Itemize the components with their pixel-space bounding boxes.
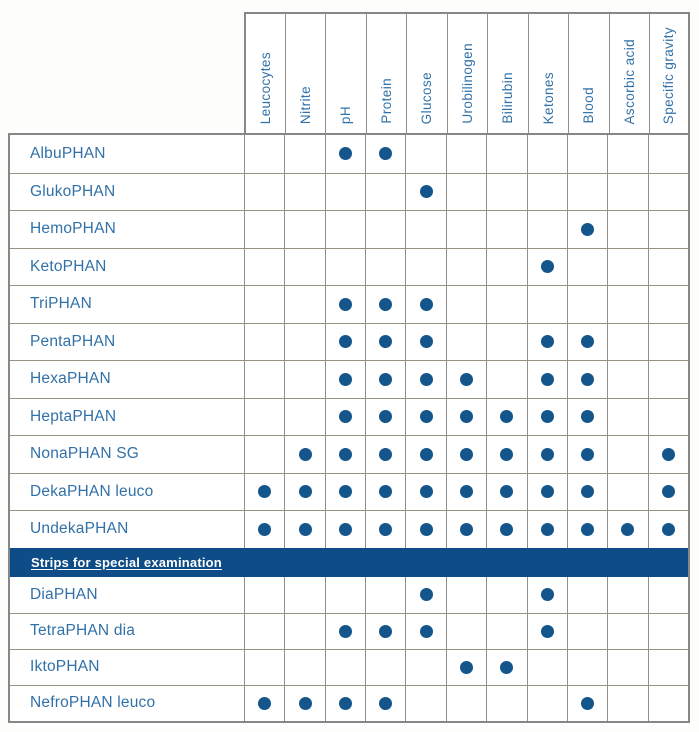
dot-marker [420, 373, 433, 386]
matrix-cell [365, 249, 405, 286]
matrix-cell [567, 511, 607, 548]
matrix-cell [405, 511, 445, 548]
matrix-cell [486, 399, 526, 436]
dot-marker [379, 448, 392, 461]
dot-marker [420, 588, 433, 601]
matrix-cell [527, 650, 567, 685]
matrix-cell [365, 474, 405, 511]
column-header [609, 12, 650, 133]
dot-marker [541, 588, 554, 601]
dot-marker [420, 523, 433, 536]
column-header-label: Nitrite [297, 85, 313, 124]
dot-marker [379, 147, 392, 160]
matrix-cell [648, 135, 688, 173]
dot-marker [541, 448, 554, 461]
matrix-cell [607, 361, 647, 398]
dot-marker [379, 298, 392, 311]
matrix-cell [365, 286, 405, 323]
matrix-cell [527, 474, 567, 511]
table-row [10, 210, 688, 248]
matrix-cell [244, 361, 284, 398]
matrix-cell [567, 211, 607, 248]
matrix-body [8, 133, 690, 723]
row-label: GlukoPHAN [30, 182, 116, 200]
matrix-cell [325, 614, 365, 649]
section-header-label: Strips for special examination [31, 554, 222, 570]
dot-marker [581, 223, 594, 236]
matrix-cell [244, 650, 284, 685]
dot-marker [299, 448, 312, 461]
column-header [447, 12, 488, 133]
dot-marker [541, 410, 554, 423]
dot-marker [460, 523, 473, 536]
matrix-cell [446, 249, 486, 286]
dot-marker [379, 485, 392, 498]
dot-marker [500, 661, 513, 674]
table-row [10, 398, 688, 436]
matrix-cell [244, 474, 284, 511]
matrix-cell [607, 135, 647, 173]
row-label: NefroPHAN leuco [30, 694, 156, 711]
matrix-cell [607, 474, 647, 511]
matrix-cell [244, 436, 284, 473]
matrix-cell [284, 686, 324, 721]
matrix-cell [244, 614, 284, 649]
dot-marker [500, 523, 513, 536]
matrix-cell [244, 324, 284, 361]
matrix-cell [365, 436, 405, 473]
dot-marker [460, 448, 473, 461]
table-row [10, 173, 688, 211]
matrix-cell [486, 436, 526, 473]
dot-marker [339, 448, 352, 461]
table-row [10, 360, 688, 398]
dot-marker [339, 147, 352, 160]
dot-marker [299, 485, 312, 498]
matrix-cell [607, 174, 647, 211]
matrix-cell [284, 135, 324, 173]
dot-marker [541, 373, 554, 386]
matrix-cell [648, 286, 688, 323]
dot-marker [420, 410, 433, 423]
matrix-cell [607, 249, 647, 286]
matrix-cell [405, 135, 445, 173]
matrix-cell [567, 324, 607, 361]
matrix-cell [244, 249, 284, 286]
matrix-cell [607, 650, 647, 685]
column-header-label: Glucose [419, 71, 435, 124]
matrix-cell [365, 614, 405, 649]
matrix-cell [325, 686, 365, 721]
matrix-cell [365, 211, 405, 248]
matrix-cell [446, 324, 486, 361]
column-header [649, 12, 690, 133]
dot-marker [339, 410, 352, 423]
column-header [406, 12, 447, 133]
matrix-cell [527, 361, 567, 398]
dot-marker [581, 523, 594, 536]
matrix-cell [486, 286, 526, 323]
matrix-cell [244, 577, 284, 613]
matrix-cell [527, 211, 567, 248]
matrix-cell [567, 249, 607, 286]
table-row [10, 248, 688, 286]
dot-marker [581, 335, 594, 348]
column-header-label: Ketones [540, 71, 556, 124]
matrix-cell [527, 614, 567, 649]
matrix-cell [567, 614, 607, 649]
matrix-cell [648, 436, 688, 473]
column-header [487, 12, 528, 133]
matrix-cell [527, 511, 567, 548]
matrix-cell [325, 324, 365, 361]
table-row [10, 285, 688, 323]
matrix-cell [648, 474, 688, 511]
matrix-cell [607, 211, 647, 248]
matrix-cell [567, 577, 607, 613]
dot-marker [299, 697, 312, 710]
dot-marker [460, 661, 473, 674]
matrix-cell [244, 686, 284, 721]
row-label: UndekaPHAN [30, 520, 129, 538]
matrix-cell [486, 577, 526, 613]
matrix-cell [365, 577, 405, 613]
matrix-cell [405, 614, 445, 649]
row-label: HeptaPHAN [30, 407, 117, 425]
row-label: TetraPHAN dia [30, 622, 136, 639]
dot-marker [581, 485, 594, 498]
dot-marker [258, 485, 271, 498]
matrix-cell [486, 361, 526, 398]
matrix-cell [607, 399, 647, 436]
matrix-cell [446, 174, 486, 211]
matrix-cell [446, 511, 486, 548]
column-header [285, 12, 326, 133]
matrix-cell [446, 474, 486, 511]
matrix-cell [284, 286, 324, 323]
matrix-cell [567, 686, 607, 721]
dot-marker [581, 697, 594, 710]
column-header-label: Ascorbic acid [621, 38, 637, 124]
matrix-cell [325, 511, 365, 548]
dot-marker [379, 697, 392, 710]
matrix-cell [486, 249, 526, 286]
matrix-cell [325, 399, 365, 436]
row-label: PentaPHAN [30, 332, 116, 350]
matrix-cell [325, 174, 365, 211]
dot-marker [662, 485, 675, 498]
matrix-cell [325, 650, 365, 685]
row-label: DiaPHAN [30, 585, 98, 603]
dot-marker [420, 485, 433, 498]
matrix-cell [648, 686, 688, 721]
matrix-cell [405, 399, 445, 436]
dot-marker [581, 410, 594, 423]
matrix-cell [648, 650, 688, 685]
dot-marker [500, 448, 513, 461]
column-header-label: Leucocytes [257, 51, 273, 124]
dot-marker [258, 697, 271, 710]
matrix-cell [648, 174, 688, 211]
dot-marker [541, 335, 554, 348]
matrix-cell [486, 324, 526, 361]
matrix-cell [446, 286, 486, 323]
matrix-cell [325, 577, 365, 613]
dot-marker [339, 697, 352, 710]
dot-marker [339, 523, 352, 536]
column-header [528, 12, 569, 133]
dot-marker [460, 373, 473, 386]
matrix-cell [325, 135, 365, 173]
table-row [10, 510, 688, 548]
matrix-cell [648, 614, 688, 649]
dot-marker [339, 485, 352, 498]
matrix-cell [607, 614, 647, 649]
dot-marker [541, 625, 554, 638]
table-row [10, 685, 688, 721]
table-row [10, 135, 688, 173]
matrix-cell [244, 135, 284, 173]
dot-marker [460, 485, 473, 498]
matrix-cell [365, 361, 405, 398]
matrix-cell [325, 249, 365, 286]
dot-marker [420, 185, 433, 198]
matrix-cell [527, 174, 567, 211]
dot-marker [621, 523, 634, 536]
matrix-cell [284, 249, 324, 286]
matrix-cell [325, 361, 365, 398]
matrix-cell [284, 511, 324, 548]
matrix-cell [284, 211, 324, 248]
matrix-cell [446, 650, 486, 685]
matrix-cell [446, 436, 486, 473]
dot-marker [339, 625, 352, 638]
matrix-cell [648, 361, 688, 398]
dot-marker [420, 625, 433, 638]
matrix-cell [284, 614, 324, 649]
row-label: NonaPHAN SG [30, 445, 140, 463]
matrix-cell [648, 324, 688, 361]
matrix-cell [486, 474, 526, 511]
matrix-cell [284, 474, 324, 511]
matrix-cell [405, 211, 445, 248]
matrix-cell [446, 686, 486, 721]
table-row [10, 435, 688, 473]
matrix-cell [284, 174, 324, 211]
dot-marker [541, 523, 554, 536]
row-label: KetoPHAN [30, 257, 107, 275]
matrix-cell [365, 511, 405, 548]
matrix-cell [244, 399, 284, 436]
matrix-cell [325, 474, 365, 511]
table-row [10, 577, 688, 613]
matrix-cell [284, 324, 324, 361]
dot-marker [460, 410, 473, 423]
column-header [366, 12, 407, 133]
matrix-cell [405, 361, 445, 398]
matrix-cell [405, 650, 445, 685]
matrix-cell [567, 436, 607, 473]
matrix-cell [607, 511, 647, 548]
row-label: HemoPHAN [30, 220, 117, 238]
corner-cell [8, 12, 244, 133]
matrix-cell [527, 577, 567, 613]
dot-marker [339, 373, 352, 386]
table-row [10, 649, 688, 685]
matrix-cell [284, 577, 324, 613]
dot-marker [500, 485, 513, 498]
matrix-cell [648, 511, 688, 548]
matrix-cell [486, 174, 526, 211]
matrix-cell [607, 324, 647, 361]
matrix-cell [365, 686, 405, 721]
matrix-cell [284, 399, 324, 436]
row-label: IktoPHAN [30, 658, 100, 675]
column-header [568, 12, 609, 133]
matrix-cell [567, 361, 607, 398]
matrix-cell [446, 399, 486, 436]
matrix-cell [284, 361, 324, 398]
matrix-cell [607, 436, 647, 473]
matrix-cell [365, 324, 405, 361]
matrix-cell [648, 399, 688, 436]
column-header-label: Specific gravity [661, 26, 677, 124]
matrix-cell [567, 474, 607, 511]
dot-marker [541, 260, 554, 273]
matrix-cell [325, 286, 365, 323]
column-header [244, 12, 285, 133]
matrix-cell [244, 286, 284, 323]
matrix-cell [486, 650, 526, 685]
matrix-cell [244, 511, 284, 548]
matrix-cell [648, 211, 688, 248]
section-header-band [10, 548, 688, 577]
dot-marker [379, 410, 392, 423]
matrix-cell [567, 286, 607, 323]
matrix-cell [607, 686, 647, 721]
matrix-cell [486, 135, 526, 173]
dot-marker [379, 523, 392, 536]
dot-marker [500, 410, 513, 423]
dot-marker [379, 373, 392, 386]
matrix-cell [405, 324, 445, 361]
dot-marker [420, 298, 433, 311]
matrix-cell [284, 650, 324, 685]
matrix-cell [567, 135, 607, 173]
test-strip-parameter-matrix [8, 12, 690, 723]
matrix-cell [607, 577, 647, 613]
row-label: AlbuPHAN [30, 144, 106, 162]
matrix-cell [527, 324, 567, 361]
table-row [10, 323, 688, 361]
row-label: DekaPHAN leuco [30, 482, 154, 500]
column-header [325, 12, 366, 133]
dot-marker [420, 448, 433, 461]
matrix-cell [486, 614, 526, 649]
matrix-cell [648, 249, 688, 286]
matrix-cell [567, 399, 607, 436]
matrix-cell [405, 686, 445, 721]
matrix-cell [365, 135, 405, 173]
column-header-label: Blood [581, 87, 597, 124]
dot-marker [299, 523, 312, 536]
matrix-cell [365, 650, 405, 685]
column-header-row [8, 12, 690, 133]
matrix-cell [527, 286, 567, 323]
dot-marker [662, 523, 675, 536]
matrix-cell [446, 577, 486, 613]
dot-marker [379, 625, 392, 638]
matrix-cell [405, 174, 445, 211]
matrix-cell [405, 474, 445, 511]
dot-marker [581, 373, 594, 386]
matrix-cell [446, 361, 486, 398]
matrix-cell [446, 135, 486, 173]
matrix-cell [527, 686, 567, 721]
matrix-cell [446, 211, 486, 248]
matrix-cell [527, 399, 567, 436]
matrix-cell [446, 614, 486, 649]
matrix-cell [405, 249, 445, 286]
dot-marker [581, 448, 594, 461]
dot-marker [339, 335, 352, 348]
column-header-label: Bilirubin [500, 72, 516, 124]
table-row [10, 613, 688, 649]
matrix-cell [405, 436, 445, 473]
column-header-label: Urobilinogen [459, 43, 475, 124]
matrix-cell [486, 511, 526, 548]
table-row [10, 473, 688, 511]
matrix-cell [567, 174, 607, 211]
matrix-cell [607, 286, 647, 323]
dot-marker [339, 298, 352, 311]
matrix-cell [244, 211, 284, 248]
matrix-cell [527, 436, 567, 473]
matrix-cell [648, 577, 688, 613]
matrix-cell [325, 436, 365, 473]
matrix-cell [405, 577, 445, 613]
matrix-cell [567, 650, 607, 685]
matrix-cell [244, 174, 284, 211]
row-label: HexaPHAN [30, 370, 111, 388]
matrix-cell [365, 174, 405, 211]
dot-marker [379, 335, 392, 348]
matrix-cell [527, 249, 567, 286]
dot-marker [541, 485, 554, 498]
matrix-cell [405, 286, 445, 323]
matrix-cell [527, 135, 567, 173]
matrix-cell [365, 399, 405, 436]
column-header-label: Protein [378, 78, 394, 124]
column-header-label: pH [338, 105, 354, 124]
dot-marker [258, 523, 271, 536]
matrix-cell [284, 436, 324, 473]
dot-marker [420, 335, 433, 348]
matrix-cell [325, 211, 365, 248]
row-label: TriPHAN [30, 295, 92, 313]
matrix-cell [486, 211, 526, 248]
dot-marker [662, 448, 675, 461]
matrix-cell [486, 686, 526, 721]
